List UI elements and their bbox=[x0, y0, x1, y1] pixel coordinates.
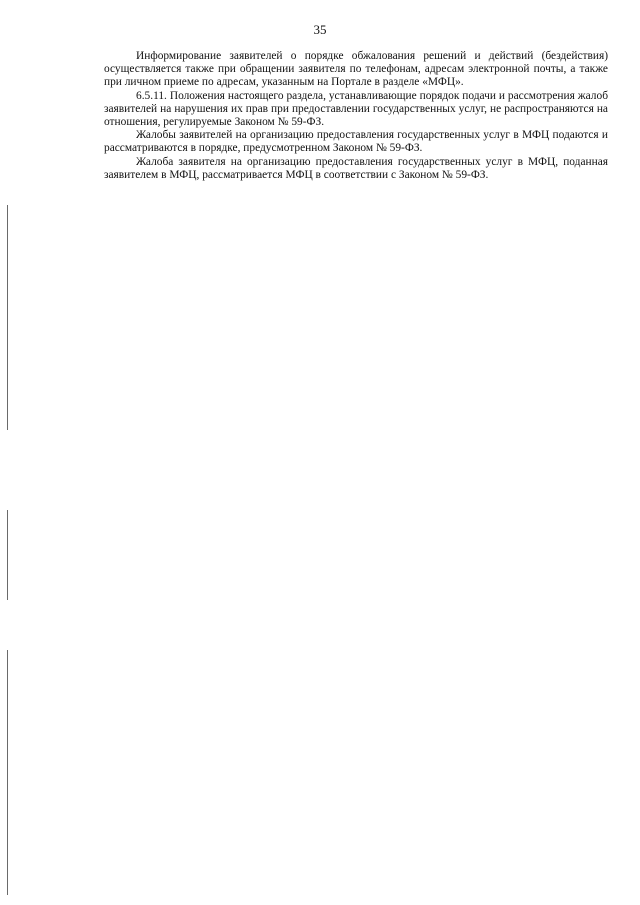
page-number: 35 bbox=[313, 22, 327, 37]
paragraph-complaints-mfc: Жалобы заявителей на организацию предоставления государственных услуг в МФЦ подаются и рассматриваются в порядке, предусмотренном Законом № 59-ФЗ. bbox=[104, 129, 608, 155]
paragraph-6-5-11: 6.5.11. Положения настоящего раздела, устанавливающие порядок подачи и рассмотрения жалоб заявителей на нарушения их прав при предоставлении государственных услуг, не распространяются на отношения, регулируемые Законом № 59-ФЗ. bbox=[104, 89, 608, 129]
paragraph-informing-applicants: Информирование заявителей о порядке обжалования решений и действий (бездействия) осуществляется также при обращении заявителя по телефонам, адресам электронной почты, а также при личном приеме по адресам, указанным на Портале в разделе «МФЦ». bbox=[104, 50, 608, 89]
scan-edge-mark bbox=[7, 650, 8, 895]
scan-edge-mark bbox=[7, 205, 8, 430]
paragraph-complaint-applicant: Жалоба заявителя на организацию предоставления государственных услуг в МФЦ, поданная заявителем в МФЦ, рассматривается МФЦ в соответствии с Законом № 59-ФЗ. bbox=[104, 155, 608, 181]
scan-edge-mark bbox=[7, 510, 8, 600]
document-body bbox=[104, 50, 608, 182]
